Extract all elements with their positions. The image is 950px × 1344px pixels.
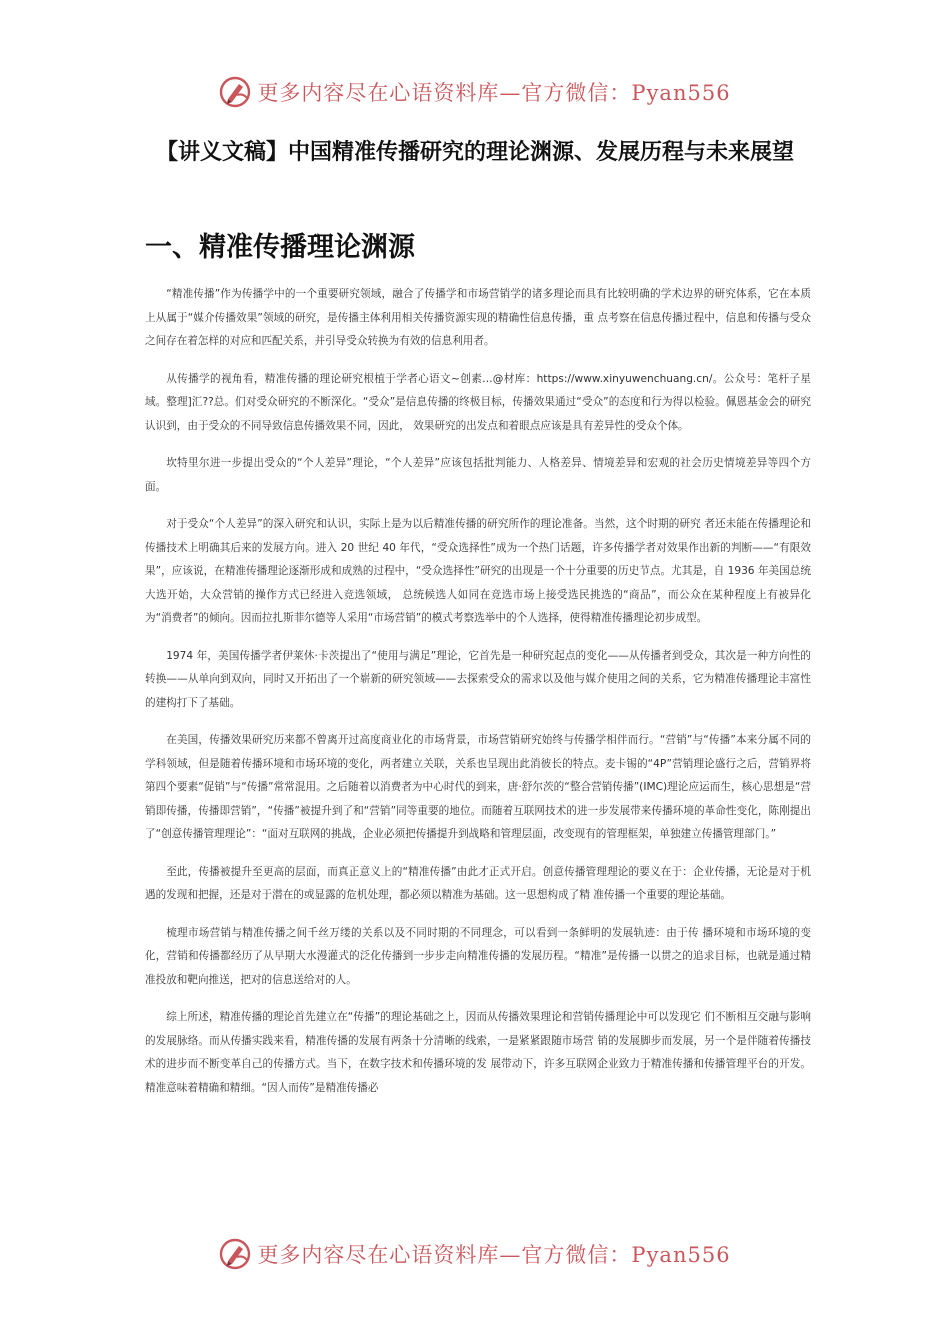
paragraph: 从传播学的视角看，精准传播的理论研究根植于学者心语文~创素…@材库：https://www.xinyuwenchuang.cn/。公众号：笔杆子星域。整理]汇??总。们对受众研究的不断深化。“受众”是信息传播的终极目标，传播效果通过“受众”的态度和行为得以检验。佩恩基金会的研究认识到，由于受众的不同导致信息传播效果不同，因此， 效果研究的出发点和着眼点应该是具有差异性的受众个体。 xyxy=(145,372,811,432)
banner-text: 更多内容尽在心语资料库—官方微信：Pyan556 xyxy=(257,81,731,105)
banner-text: 更多内容尽在心语资料库—官方微信：Pyan556 xyxy=(257,1243,731,1267)
header-banner xyxy=(0,70,950,114)
paragraph: 1974 年，美国传播学者伊莱休·卡茨提出了“使用与满足”理论，它首先是一种研究起点的变化——从传播者到受众，其次是一种方向性的转换——从单向到双向，同时又开拓出了一个崭新的研究领域——去探索受众的需求以及他与媒介使用之间的关系，它为精准传播理论丰富性的建构打下了基础。 xyxy=(145,649,811,709)
section-heading: 一、精准传播理论渊源 xyxy=(145,232,415,263)
paragraph: 至此，传播被提升至更高的层面，而真正意义上的“精准传播”由此才正式开启。创意传播管理理论的要义在于：企业传播，无论是对于机遇的发现和把握，还是对于潜在的或显露的危机处理，都必须以精准为基础。这一思想构成了精 准传播一个重要的理论基础。 xyxy=(145,865,811,901)
hand-pen-logo-icon xyxy=(219,75,253,109)
paragraph: 综上所述，精准传播的理论首先建立在“传播”的理论基础之上，因而从传播效果理论和营销传播理论中可以发现它 们不断相互交融与影响的发展脉络。而从传播实践来看，精准传播的发展有两条十分清晰的线索，一是紧紧跟随市场营 销的发展脚步而发展，另一个是伴随着传播技术的进步而不断变革自己的传播方式。当下，在数字技术和传播环境的发 展带动下，许多互联网企业致力于精准传播和传播管理平台的开发。精准意味着精确和精细。“因人而传”是精准传播必 xyxy=(145,1011,811,1094)
hand-pen-logo-icon xyxy=(219,1237,253,1271)
paragraph: 坎特里尔进一步提出受众的“个人差异”理论，“个人差异”应该包括批判能力、人格差异、情境差异和宏观的社会历史情境差异等四个方面。 xyxy=(145,457,811,493)
footer-banner xyxy=(0,1232,950,1276)
paragraph: “精准传播”作为传播学中的一个重要研究领域，融合了传播学和市场营销学的诸多理论而具有比较明确的学术边界的研究体系，它在本质上从属于“媒介传播效果”领域的研究，是传播主体利用相关传播资源实现的精确性信息传播，重 点考察在信息传播过程中，信息和传播与受众之间存在着怎样的对应和匹配关系，并引导受众转换为有效的信息利用者。 xyxy=(145,288,811,347)
paragraph: 对于受众“个人差异”的深入研究和认识，实际上是为以后精准传播的研究所作的理论准备。当然，这个时期的研究 者还未能在传播理论和传播技术上明确其后来的发展方向。进入 20 世纪 40 年代，“受众选择性”成为一个热门话题，许多传播学者对效果作出新的判断——“有限效果”，应该说，在精准传播理论逐渐形成和成熟的过程中，“受众选择性”研究的出现是一个十分重要的历史节点。尤其是，自 1936 年美国总统大选开始，大众营销的操作方式已经进入竞选领域， 总统候选人如同在竞选市场上接受选民挑选的“商品”，而公众在某种程度上有被异化为“消费者”的倾向。因而拉扎斯菲尔德等人采用“市场营销”的模式考察选举中的个人选择，使得精准传播理论初步成型。 xyxy=(145,518,811,624)
document-body xyxy=(145,283,811,1114)
paragraph: 梳理市场营销与精准传播之间千丝万缕的关系以及不同时期的不同理念，可以看到一条鲜明的发展轨迹：由于传 播环境和市场环境的变化，营销和传播都经历了从早期大水漫灌式的泛化传播到一步步走向精准传播的发展历程。“精准”是传播一以贯之的追求目标，也就是通过精准投放和靶向推送，把对的信息送给对的人。 xyxy=(145,926,811,986)
paragraph: 在美国，传播效果研究历来都不曾离开过高度商业化的市场背景，市场营销研究始终与传播学相伴而行。“营销”与“传播”本来分属不同的学科领域，但是随着传播环境和市场环境的变化，两者建立关联，关系也呈现出此消彼长的特点。麦卡锡的“4P”营销理论盛行之后，营销界将第四个要素“促销”与“传播”常常混用。之后随着以消费者为中心时代的到来，唐·舒尔茨的“整合营销传播”(IMC)理论应运而生，核心思想是“营销即传播，传播即营销”，“传播”被提升到了和“营销”同等重要的地位。而随着互联网技术的进一步发展带来传播环境的革命性变化，陈刚提出了“创意传播管理理论”：“面对互联网的挑战，企业必须把传播提升到战略和管理层面，改变现有的管理框架，单独建立传播管理部门。” xyxy=(145,734,811,840)
document-title: 【讲义文稿】中国精准传播研究的理论渊源、发展历程与未来展望 xyxy=(155,140,794,165)
